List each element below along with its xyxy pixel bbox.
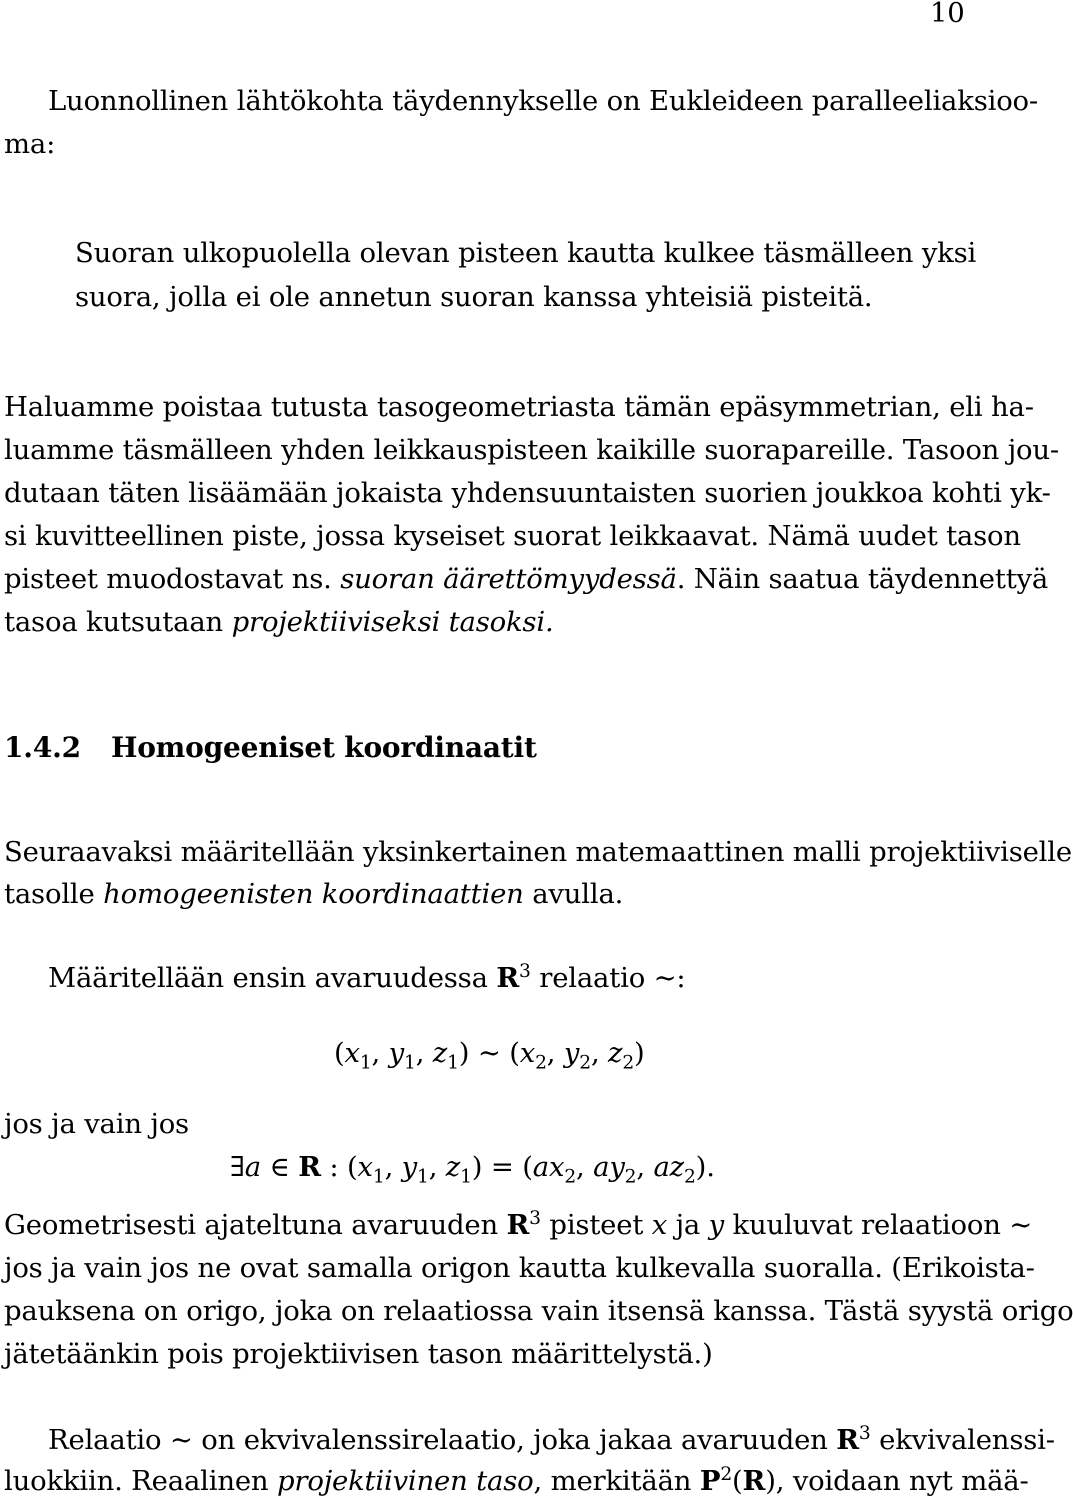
text-line: suora, jolla ei ole annetun suoran kanssa yhteisiä pisteitä. xyxy=(75,281,873,313)
text-run: . Näin saatua täydennettyä xyxy=(676,563,1049,595)
text-line: Geometrisesti ajateltuna avaruuden $R^3$ pisteet x ja y kuuluvat relaatioon ∼ xyxy=(4,1207,1033,1241)
text-line: pauksena on origo, joka on relaatiossa vain itsensä kanssa. Tästä syystä origo xyxy=(4,1295,1073,1327)
text-line: ma: xyxy=(4,128,56,160)
emphasis: homogeenisten koordinaattien xyxy=(103,878,524,910)
paragraph-4 xyxy=(48,961,686,995)
text-line: jos ja vain jos xyxy=(4,1108,189,1140)
section-title: Homogeeniset koordinaatit xyxy=(110,731,537,764)
math-symbol: R xyxy=(506,1209,530,1241)
text-line: jos ja vain jos ne ovat samalla origon kautta kulkevalla suoralla. (Erikoista- xyxy=(4,1252,1035,1284)
equation-relation: ($x_1$, $y_1$, $z_1$) ∼ ($x_2$, $y_2$, $z_2$) xyxy=(334,1037,645,1074)
text-run: tasoa kutsutaan xyxy=(4,606,232,638)
text-line xyxy=(4,605,553,639)
text-run: relaatio ∼: xyxy=(530,962,686,994)
text-line: Luonnollinen lähtökohta täydennykselle on Eukleideen paralleeliaksioo- xyxy=(48,85,1039,117)
text-line: Seuraavaksi määritellään yksinkertainen matemaattinen malli projektiiviselle xyxy=(4,836,1072,868)
section-heading xyxy=(4,731,537,765)
text-line: luamme täsmälleen yhden leikkauspisteen kaikille suorapareille. Tasoon jou- xyxy=(4,434,1060,466)
emphasis: projektiivinen taso xyxy=(276,1465,534,1497)
text-line xyxy=(4,877,623,911)
text-run: tasolle xyxy=(4,878,104,910)
math-symbol: R xyxy=(496,962,519,994)
text-line: Suoran ulkopuolella olevan pisteen kautta kulkee täsmälleen yksi xyxy=(75,237,977,269)
math-symbol: R xyxy=(836,1424,859,1456)
text-line: dutaan täten lisäämään jokaista yhdensuuntaisten suorien joukkoa kohti yk- xyxy=(4,477,1051,509)
emphasis: suoran äärettömyydessä xyxy=(340,563,677,595)
math-superscript: 3 xyxy=(519,960,531,982)
text-run: avulla. xyxy=(523,878,624,910)
text-line: jätetäänkin pois projektiivisen tason määrittelystä.) xyxy=(4,1338,713,1370)
equation-condition: ∃a ∈ R : ($x_1$, $y_1$, $z_1) = (ax_2$, $ay_2$, $az_2$). xyxy=(230,1151,715,1188)
math-symbol: P xyxy=(699,1465,721,1497)
text-line: luokkiin. Reaalinen projektiivinen taso, merkitään $P^2(R)$, voidaan nyt mää- xyxy=(4,1463,1029,1497)
text-line: si kuvitteellinen piste, jossa kyseiset suorat leikkaavat. Nämä uudet tason xyxy=(4,520,1021,552)
text-run: Määritellään ensin avaruudessa xyxy=(48,962,497,994)
text-line xyxy=(4,562,1048,596)
text-run: pisteet muodostavat ns. xyxy=(4,563,341,595)
section-number: 1.4.2 xyxy=(4,731,81,764)
text-line: Relaatio ∼ on ekvivalenssirelaatio, joka jakaa avaruuden $R^3$ ekvivalenssi- xyxy=(48,1422,1055,1456)
emphasis: projektiiviseksi tasoksi. xyxy=(231,606,554,638)
text-line: Haluamme poistaa tutusta tasogeometriasta tämän epäsymmetrian, eli ha- xyxy=(4,391,1034,423)
page-number: 10 xyxy=(930,0,965,29)
